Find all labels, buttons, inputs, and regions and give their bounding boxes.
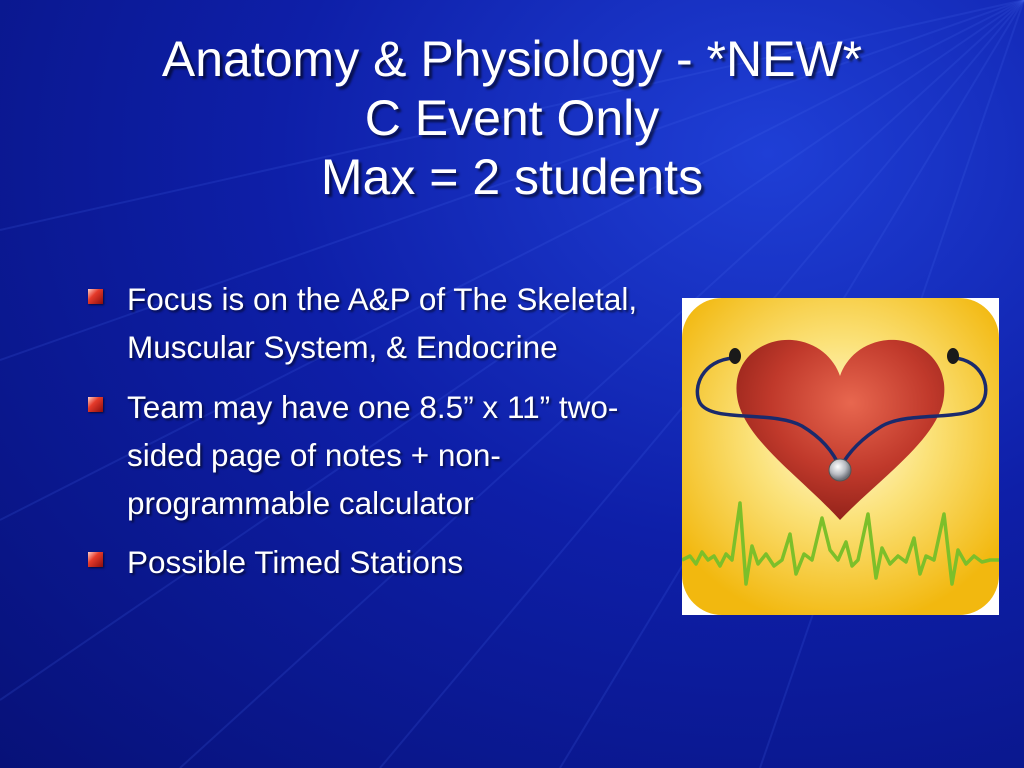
title-line-3: Max = 2 students xyxy=(320,149,704,205)
bullet-item xyxy=(88,539,663,587)
slide-title xyxy=(0,30,1024,207)
heart-stethoscope-image xyxy=(682,298,999,615)
bullet-text: Team may have one 8.5” x 11” two-sided page of notes + non-programmable calculator xyxy=(127,388,619,521)
bullet-square-icon xyxy=(88,289,103,304)
bullet-text: Possible Timed Stations xyxy=(127,544,464,581)
bullet-square-icon xyxy=(88,397,103,412)
bullet-list xyxy=(88,276,663,599)
bullet-item xyxy=(88,384,663,528)
bullet-text: Focus is on the A&P of The Skeletal, Muscular System, & Endocrine xyxy=(127,281,638,365)
title-line-1: Anatomy & Physiology - *NEW* xyxy=(161,31,863,87)
heart-stethoscope-ekg-icon xyxy=(682,298,999,615)
bullet-square-icon xyxy=(88,552,103,567)
bullet-item xyxy=(88,276,663,372)
title-line-2: C Event Only xyxy=(364,90,660,146)
